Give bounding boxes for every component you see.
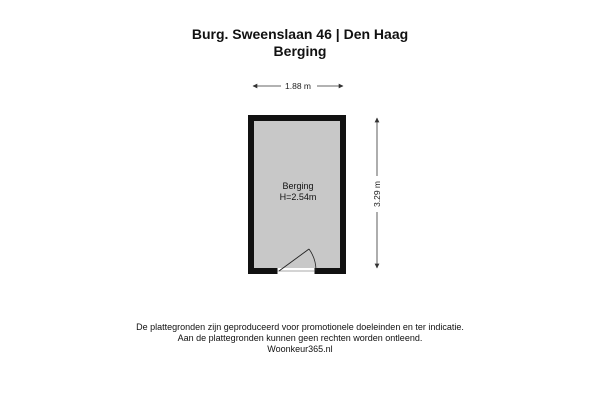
room-name-label: Berging: [282, 181, 314, 191]
height-dimension-label: 3.29 m: [372, 181, 382, 207]
room-height-label: H=2.54m: [279, 192, 317, 202]
disclaimer-line-2: Aan de plattegronden kunnen geen rechten worden ontleend.: [177, 333, 423, 343]
disclaimer-line-1: De plattegronden zijn geproduceerd voor promotionele doeleinden en ter indicatie.: [136, 322, 464, 332]
address-title: Burg. Sweenslaan 46 | Den Haag: [191, 26, 409, 42]
width-dimension-label: 1.88 m: [285, 81, 311, 91]
floor-title: Berging: [273, 43, 327, 59]
source-credit: Woonkeur365.nl: [267, 344, 333, 354]
